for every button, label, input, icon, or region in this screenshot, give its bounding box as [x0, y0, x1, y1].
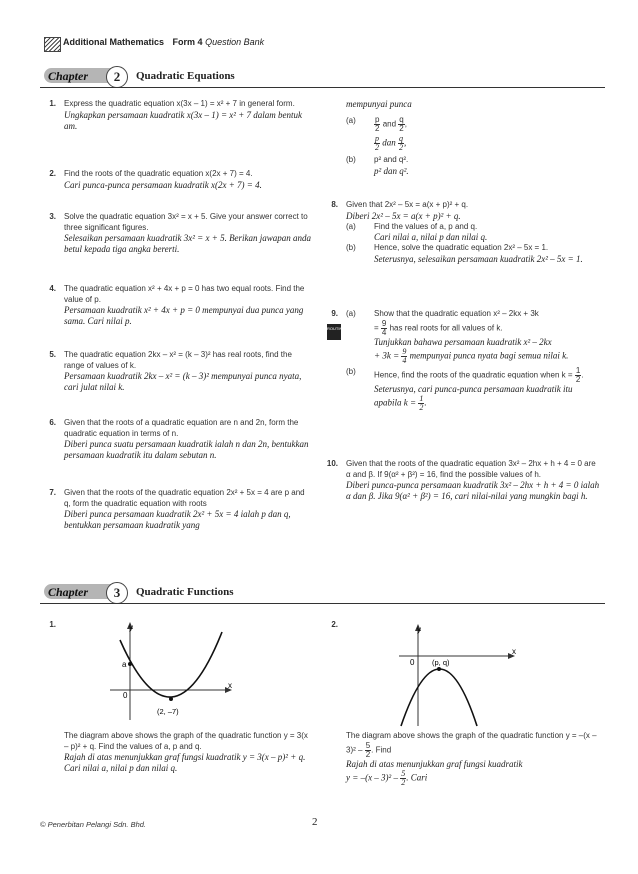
running-header: [63, 37, 264, 47]
chapter-word: Chapter: [48, 69, 89, 83]
question-10: 10. Given that the roots of the quadratic equation 3x² – 2hx + h + 4 = 0 are α and β. If 9(α² + β²) = 16, find the possible values of h. Diberi punca-punca persamaan kuadratik 3x² – 2hx + h + 4 = 0 ialah α dan β. Jika 9(α² + β²) = 16, cari nilai-nilai yang mungkin bagi h.: [326, 459, 600, 501]
y-intercept-label: a: [122, 660, 127, 669]
book-logo-icon: [44, 37, 61, 52]
q8-part-b: (b) Hence, solve the quadratic equation 2x² – 5x = 1. Seterusnya, selesaikan persamaan kuadratik 2x² – 5x = 1.: [346, 243, 583, 264]
chapter-title: Quadratic Equations: [136, 70, 235, 82]
vertex-point: [169, 697, 173, 701]
origin-label: 0: [410, 658, 415, 667]
vertex-point: [437, 667, 441, 671]
q7-part-b: (b) p² and q². p² dan q².: [346, 155, 409, 176]
y-intercept-point: [128, 662, 132, 666]
parabola-curve: [401, 669, 477, 726]
graph-downward-parabola: [385, 618, 535, 730]
ch3-question-1: The diagram above shows the graph of the quadratic function y = 3(x – p)² + q. Find the values of a, p and q. Rajah di atas menunjukkan graf fungsi kuadratik y = 3(x – p)² + q. Cari nilai a, nilai p dan nilai q.: [64, 731, 308, 773]
chapter-3-banner: [40, 583, 605, 601]
q9-part-b: (b) Hence, find the roots of the quadratic equation when k = $\frac{1}{2}$ . Seterusnya, cari punca-punca persamaan kuadratik itu apabila k = $\frac{1}{2}$ .: [346, 365, 584, 412]
y-axis-label: y: [129, 623, 133, 632]
question-9: 9. (a) Show that the quadratic equation x² – 2kx + 3k = $\frac{9}{4}$ has real roots for all values of k. Tunjukkan bahawa persamaan kuadratik x² – 2kx + 3k = $\frac{9}{4}$ mempunyai punca nyata bagi semua nilai k. (b) Hence, find the roots of the quadratic equation when k = $\frac{1}{2}$ . Seterusnya, cari punca-punca persamaan kuadratik itu apabila k = $\frac{1}{2}$ .: [322, 309, 602, 412]
question-8: 8. Given that 2x² – 5x = a(x + p)² + q. Diberi 2x² – 5x = a(x + p)² + q. (a) Find the values of a, p and q. Cari nilai a, nilai p dan nilai q. (b) Hence, solve the quadratic equation 2x² – 5x = 1. Seterusnya, selesaikan persamaan kuadratik 2x² – 5x = 1.: [322, 200, 602, 265]
ch3-question-2: The diagram above shows the graph of the quadratic function y = –(x – 3)² – $\frac{5}{2}$ . Find Rajah di atas menunjukkan graf fungsi kuadratik y = –(x – 3)² – $\frac{5}{2}$ . Cari: [346, 731, 597, 787]
q8-part-a: (a) Find the values of a, p and q. Cari nilai a, nilai p dan nilai q.: [346, 221, 488, 242]
question-6: 6. Given that the roots of a quadratic equation are n and 2n, form the quadratic equation in terms of n. Diberi punca suatu persamaan kuadratik ialah n dan 2n, bentukkan persamaan kuadratik itu dalam sebutan n.: [49, 418, 309, 460]
publisher-footer: © Penerbitan Pelangi Sdn. Bhd.: [40, 820, 147, 829]
question-1: 1. Express the quadratic equation x(3x – 1) = x² + 7 in general form. Ungkapkan persamaan kuadratik x(3x – 1) = x² + 7 dalam bentuk am.: [49, 99, 303, 131]
vertex-label: (p, q): [432, 658, 450, 667]
question-3: 3. Solve the quadratic equation 3x² = x + 5. Give your answer correct to three significant figures. Selesaikan persamaan kuadratik 3x² = x + 5. Berikan jawapan anda betul kepada tiga angka bererti.: [49, 212, 312, 254]
question-4: 4. The quadratic equation x² + 4x + p = 0 has two equal roots. Find the value of p. Persamaan kuadratik x² + 4x + p = 0 mempunyai dua punca yang sama. Cari nilai p.: [49, 284, 305, 326]
origin-label: 0: [123, 691, 128, 700]
q7-part-a: (a) $\frac{p}{2}$ and $\frac{q}{2}$ , $\frac{p}{2}$ dan $\frac{q}{2}$ ,: [346, 115, 407, 152]
form-label: Form 4: [172, 37, 203, 47]
x-axis-label: x: [228, 681, 232, 690]
question-5: 5. The quadratic equation 2kx – x² = (k – 3)² has real roots, find the range of values of k. Persamaan kuadratik 2kx – x² = (k – 3)² mempunyai punca nyata, cari julat nilai k.: [49, 350, 302, 392]
graph-upward-parabola: [100, 618, 260, 723]
y-axis-label: y: [417, 625, 421, 634]
question-7: 7. Given that the roots of the quadratic equation 2x² + 5x = 4 are p and q, form the quadratic equation with roots Diberi punca persamaan kuadratik 2x² + 5x = 4 ialah p dan q, bentukkan persamaan kuadratik yang: [49, 488, 305, 530]
question-7-continued: mempunyai punca (a) $\frac{p}{2}$ and $\frac{q}{2}$ , $\frac{p}{2}$ dan $\frac{q}{2}$ , (b) p² and q². p² dan q².: [322, 99, 602, 177]
routine-badge-icon: ROUTINE: [327, 324, 341, 340]
header-subtitle: Question Bank: [205, 37, 265, 47]
chapter-number: 3: [106, 582, 128, 604]
book-title: Additional Mathematics: [63, 37, 165, 47]
chapter-2-banner: [40, 67, 605, 85]
q9-part-a: (a) Show that the quadratic equation x² – 2kx + 3k = $\frac{9}{4}$ has real roots for all values of k. Tunjukkan bahawa persamaan kuadratik x² – 2kx + 3k = $\frac{9}{4}$ mempunyai punca nyata bagi semua nilai k.: [346, 309, 569, 365]
chapter-number: 2: [106, 66, 128, 88]
x-axis-label: x: [512, 647, 516, 656]
parabola-curve: [120, 632, 222, 697]
page-number: 2: [312, 816, 318, 828]
vertex-label: (2, –7): [157, 707, 179, 716]
chapter-word: Chapter: [48, 585, 89, 599]
chapter-title: Quadratic Functions: [136, 586, 234, 598]
question-2: 2. Find the roots of the quadratic equation x(2x + 7) = 4. Cari punca-punca persamaan kuadratik x(2x + 7) = 4.: [49, 169, 262, 190]
